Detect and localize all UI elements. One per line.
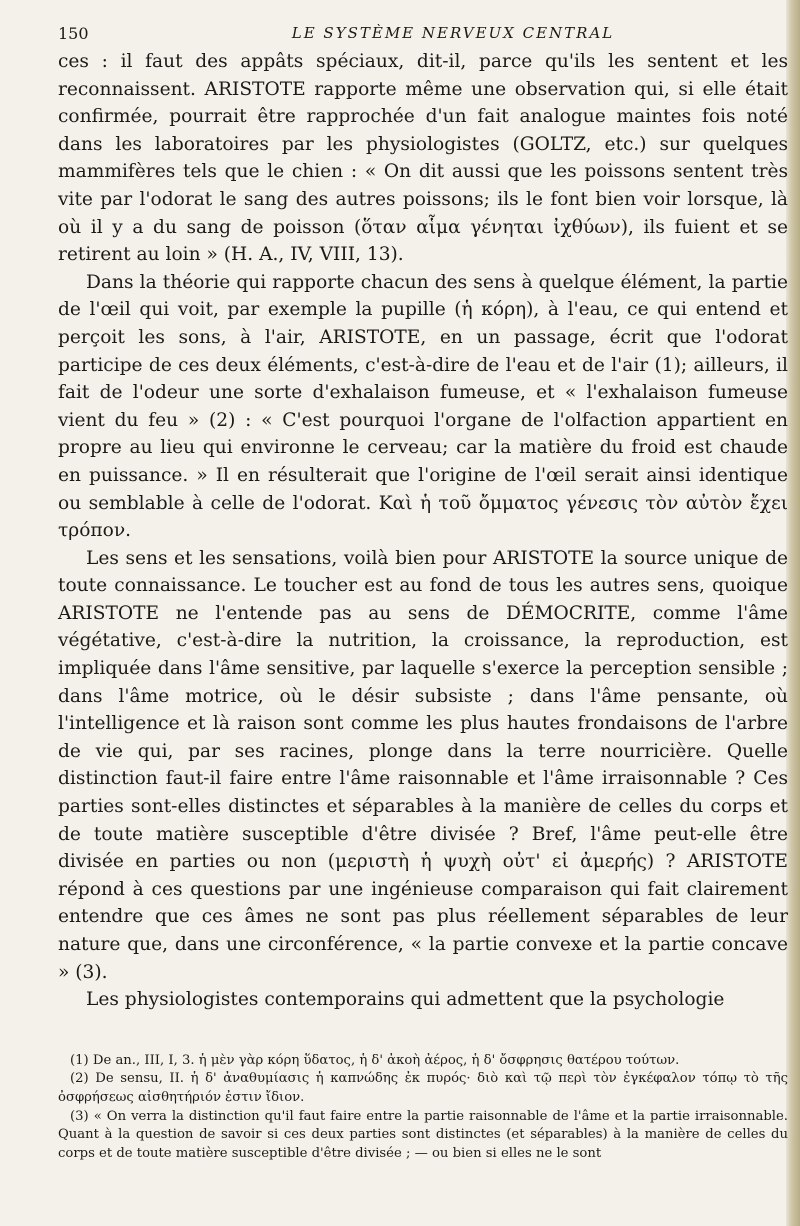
paragraph: ces : il faut des appâts spéciaux, dit-il, parce qu'ils les sentent et les reconnaissent. ARISTOTE rapporte même une observation qui, si elle était confirmée, pourrait être rapprochée d'un fait analogue maintes fois noté dans les laboratoires par les physiologistes (GOLTZ, etc.) sur quelques mammifères tels que le chien : « On dit aussi que les poissons sentent très vite par l'odorat le sang des autres poissons; ils le font bien voir lorsque, là où il y a du sang de poisson (ὅταν αἷμα γένηται ἰχθύων), ils fuient et se retirent au loin » (H. A., IV, VIII, 13).: [58, 51, 788, 266]
footnote: (3) « On verra la distinction qu'il faut faire entre la partie raisonnable de l'âme et la partie irraisonnable. Quant à la question de savoir si ces deux parties sont distinctes (et séparables) à la manière de celles du corps et de toute matière susceptible d'être divisée ; — ou bien si elles ne le sont: [58, 1108, 788, 1161]
footnote: (1) De an., III, I, 3. ἡ μὲν γὰρ κόρη ὕδατος, ἡ δ' ἀκοὴ ἀέρος, ἡ δ' ὄσφρησις θατέρου τούτων.: [70, 1052, 680, 1068]
page-number: 150: [58, 24, 89, 43]
paragraph: Les sens et les sensations, voilà bien pour ARISTOTE la source unique de toute connaissance. Le toucher est au fond de tous les autres sens, quoique ARISTOTE ne l'entende pas au sens de DÉMOCRITE, comme l'âme végétative, c'est-à-dire la nutrition, la croissance, la reproduction, est impliquée dans l'âme sensitive, par laquelle s'exerce la perception sensible ; dans l'âme motrice, où le désir subsiste ; dans l'âme pensante, où l'intelligence et là raison sont comme les plus hautes frondaisons de l'arbre de vie qui, par ses racines, plonge dans la terre nourricière. Quelle distinction faut-il faire entre l'âme raisonnable et l'âme irraisonnable ? Ces parties sont-elles distinctes et séparables à la manière de celles du corps et de toute matière susceptible d'être divisée ? Bref, l'âme peut-elle être divisée en parties ou non (μεριστὴ ἡ ψυχὴ οὐτ' εἰ ἀμερής) ? ARISTOTE répond à ces questions par une ingénieuse comparaison qui fait clairement entendre que ces âmes ne sont pas plus réellement séparables de leur nature que, dans une circonférence, « la partie convexe et la partie concave » (3).: [58, 547, 788, 983]
footnotes: [58, 1052, 788, 1164]
page-edge-shadow: [786, 0, 800, 1226]
running-head: LE SYSTÈME NERVEUX CENTRAL: [291, 24, 615, 42]
book-page: [58, 18, 788, 1163]
body-text: [58, 48, 788, 1014]
paragraph: Les physiologistes contemporains qui admettent que la psychologie: [86, 989, 725, 1011]
footnote: (2) De sensu, II. ἡ δ' ἀναθυμίασις ἡ καπνώδης ἐκ πυρός· διὸ καὶ τῷ περὶ τὸν ἐγκέφαλον τόπῳ τὸ τῆς ὀσφρήσεως αἰσθητήριόν ἐστιν ἴδιον.: [58, 1071, 788, 1105]
paragraph: Dans la théorie qui rapporte chacun des sens à quelque élément, la partie de l'œil qui voit, par exemple la pupille (ἡ κόρη), à l'eau, ce qui entend et perçoit les sons, à l'air, ARISTOTE, en un passage, écrit que l'odorat participe de ces deux éléments, c'est-à-dire de l'eau et de l'air (1); ailleurs, il fait de l'odeur une sorte d'exhalaison fumeuse, et « l'exhalaison fumeuse vient du feu » (2) : « C'est pourquoi l'organe de l'olfaction appartient en propre au lieu qui environne le cerveau; car la matière du froid est chaude en puissance. » Il en résulterait que l'origine de l'œil serait ainsi identique ou semblable à celle de l'odorat. Καὶ ἡ τοῦ ὄμματος γένεσις τὸν αὐτὸν ἔχει τρόπον.: [58, 271, 788, 542]
page-header: [58, 18, 788, 48]
